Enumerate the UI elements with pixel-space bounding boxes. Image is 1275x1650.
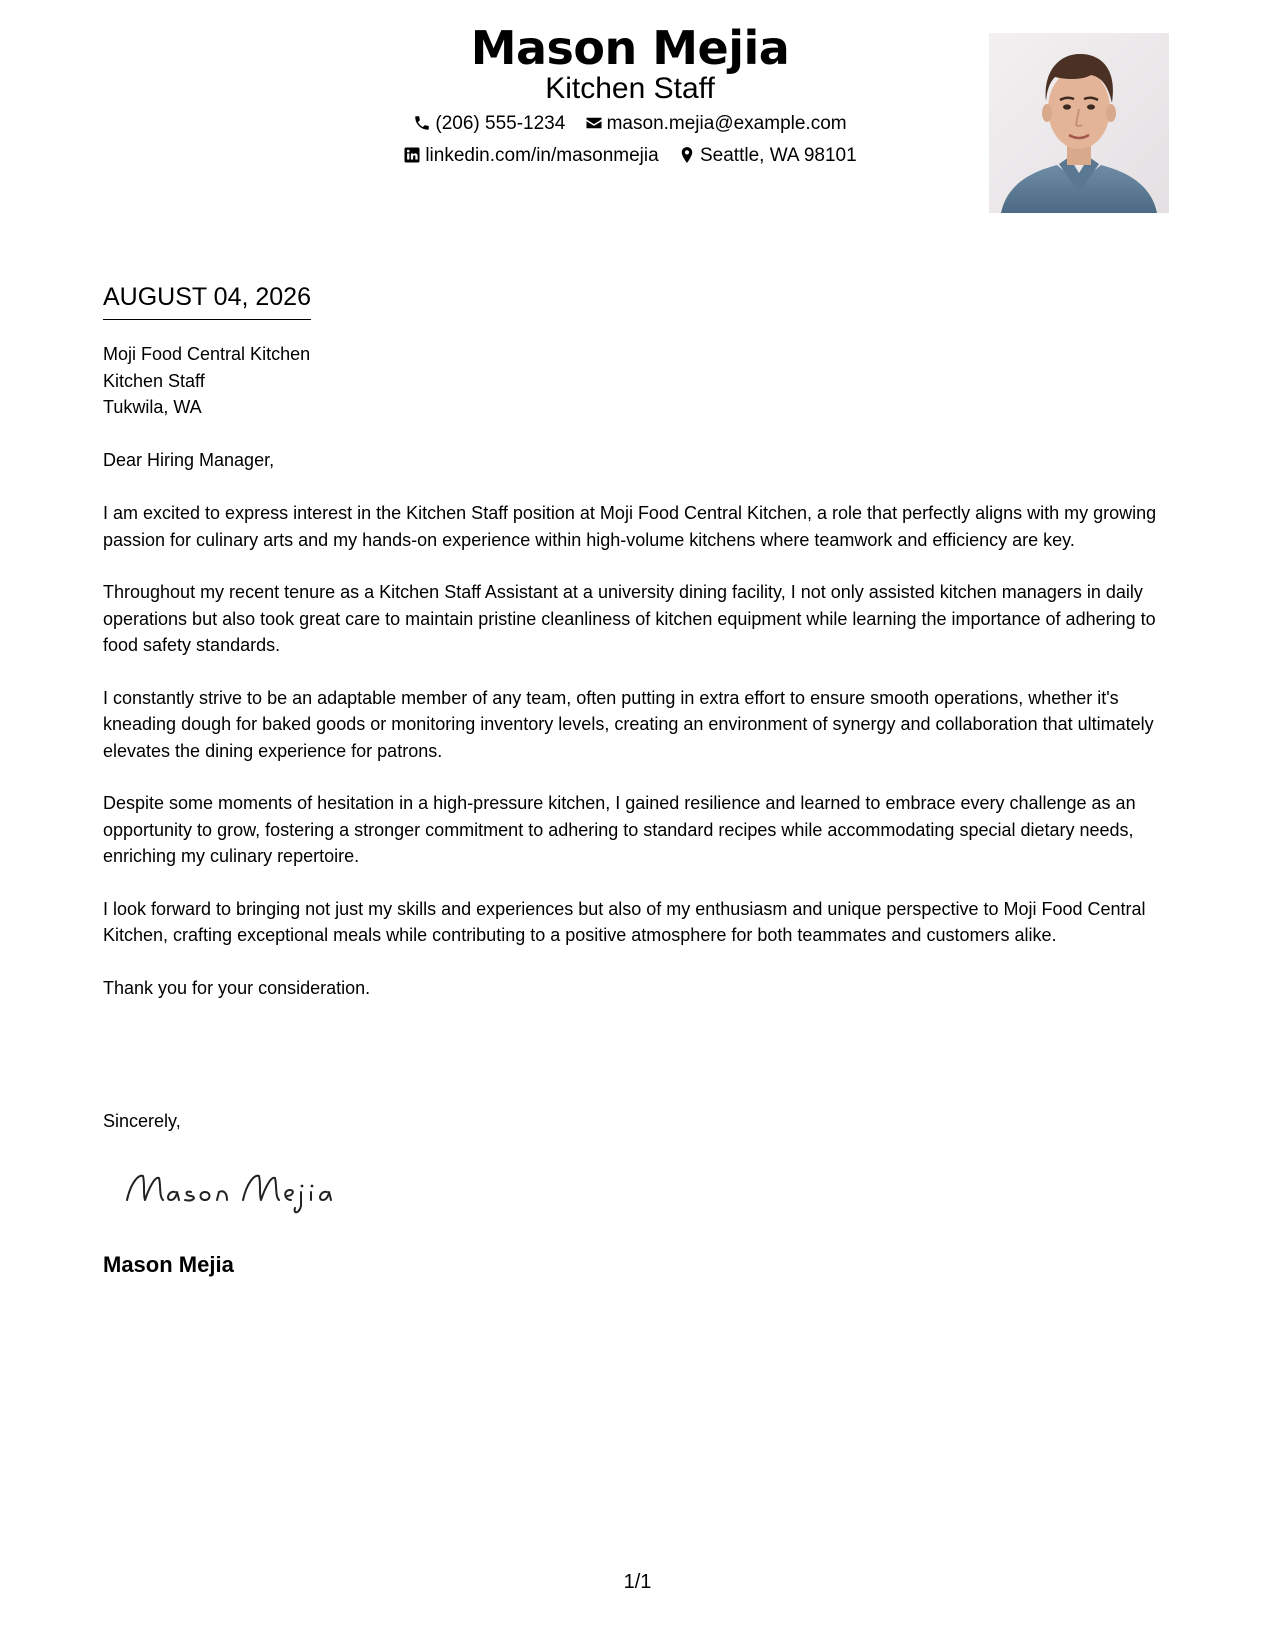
signer-name: Mason Mejia xyxy=(103,1252,234,1277)
body-paragraph: I constantly strive to be an adaptable member of any team, often putting in extra effort to ensure smooth operations, whether it's kneading dough for baked goods or monitoring inventory levels, creating an environment of synergy and collaboration that ultimately elevates the dining experience for patrons. xyxy=(103,687,1154,761)
body-paragraph: Throughout my recent tenure as a Kitchen Staff Assistant at a university dining facility, I not only assisted kitchen managers in daily operations but also took great care to maintain pristine cleanliness of kitchen equipment while learning the importance of adhering to food safety standards. xyxy=(103,582,1156,655)
applicant-name: Mason Mejia xyxy=(470,21,790,75)
linkedin-icon xyxy=(403,146,421,164)
linkedin-text[interactable]: linkedin.com/in/masonmejia xyxy=(425,145,659,166)
contact-linkedin[interactable] xyxy=(403,143,658,169)
email-text[interactable]: mason.mejia@example.com xyxy=(606,113,847,134)
contact-email[interactable] xyxy=(585,111,847,137)
recipient-company: Moji Food Central Kitchen xyxy=(103,344,311,364)
letter-body xyxy=(103,500,1175,1027)
location-text: Seattle, WA 98101 xyxy=(699,145,857,166)
contact-location xyxy=(678,143,857,169)
recipient-block xyxy=(103,341,703,421)
body-paragraph: I am excited to express interest in the Kitchen Staff position at Moji Food Central Kitchen, a role that perfectly aligns with my growing passion for culinary arts and my hands-on experience within high-volume kitchens where teamwork and efficiency are key. xyxy=(103,503,1157,550)
contact-row-2 xyxy=(260,143,1000,169)
letter-date: AUGUST 04, 2026 xyxy=(103,281,311,320)
body-paragraph: I look forward to bringing not just my skills and experiences but also of my enthusiasm and unique perspective to Moji Food Central Kitchen, crafting exceptional meals while contributing to a positive atmosphere for both teammates and customers alike. xyxy=(103,898,1146,945)
recipient-position: Kitchen Staff xyxy=(103,370,205,391)
thank-you-line: Thank you for your consideration. xyxy=(103,977,371,998)
recipient-location: Tukwila, WA xyxy=(103,397,202,417)
page-number: 1/1 xyxy=(623,1571,652,1593)
letter-header xyxy=(0,0,1275,220)
body-paragraph: Despite some moments of hesitation in a high-pressure kitchen, I gained resilience and learned to embrace every challenge as an opportunity to grow, fostering a stronger commitment to adhering to standard recipes while accommodating special dietary needs, enriching my culinary repertoire. xyxy=(103,793,1136,866)
handwritten-signature xyxy=(123,1160,363,1220)
phone-icon xyxy=(413,114,431,132)
contact-phone xyxy=(413,111,565,137)
map-pin-icon xyxy=(678,146,696,164)
contact-row-1 xyxy=(260,111,1000,137)
closing: Sincerely, xyxy=(103,1111,181,1131)
salutation: Dear Hiring Manager, xyxy=(103,450,275,470)
profile-photo xyxy=(989,33,1169,213)
applicant-title: Kitchen Staff xyxy=(545,72,715,105)
envelope-icon xyxy=(585,114,603,132)
phone-text: (206) 555-1234 xyxy=(435,113,566,134)
